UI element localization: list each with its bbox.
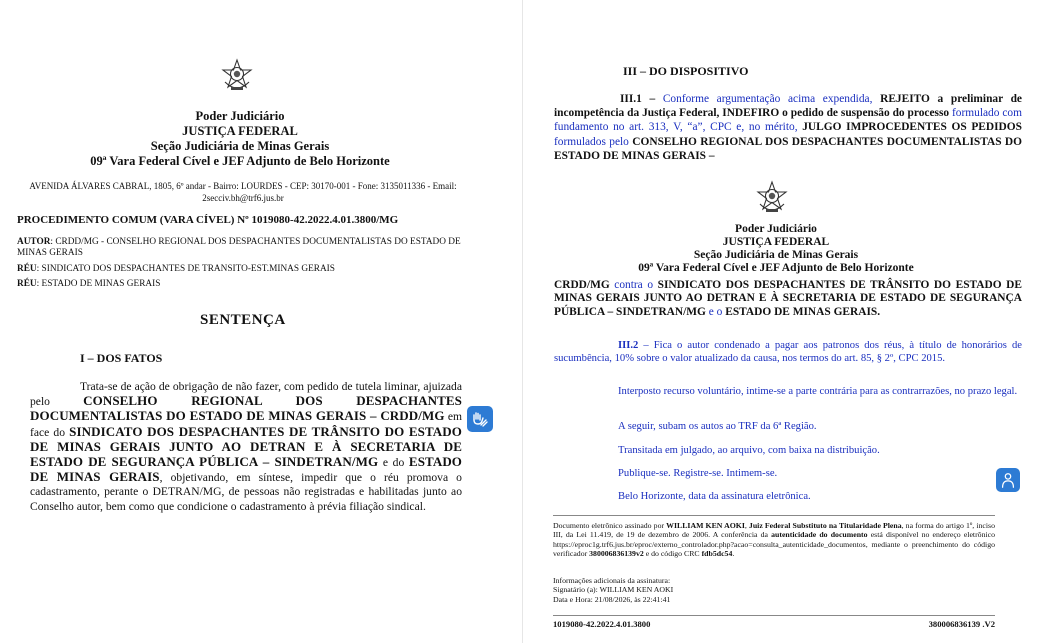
- accessibility-button[interactable]: [996, 468, 1020, 492]
- reu-label: RÉU: [17, 279, 37, 289]
- reu-text: : SINDICATO DOS DESPACHANTES DE TRANSITO-EST.MINAS GERAIS: [36, 264, 335, 274]
- cont-crdd: CRDD/MG: [554, 279, 610, 291]
- reu-text: : ESTADO DE MINAS GERAIS: [36, 279, 161, 289]
- sig-text-e: e do código CRC: [645, 548, 700, 558]
- iii1-text-e: formulados pelo: [554, 135, 629, 148]
- transitada-line: Transitada em julgado, ao arquivo, com baixa na distribuição.: [618, 445, 880, 456]
- local-data-line: Belo Horizonte, data da assinatura eletrônica.: [618, 491, 811, 502]
- electronic-signature-note: [553, 515, 995, 558]
- sign-language-icon: [999, 471, 1017, 489]
- party-reu-1: [17, 264, 462, 275]
- reu-label: RÉU: [17, 264, 37, 274]
- header-line-secao: Seção Judiciária de Minas Gerais: [693, 249, 859, 261]
- page-divider: [522, 0, 523, 643]
- sig-judge-name: WILLIAM KEN AOKI: [666, 521, 745, 530]
- document-title: SENTENÇA: [200, 312, 286, 328]
- recurso-text: Interposto recurso voluntário, intime-se a parte contrária para as contrarrazões, no prazo legal.: [618, 386, 1018, 397]
- info-signer: Signatário (a): WILLIAM KEN AOKI: [553, 585, 674, 595]
- court-header: [606, 223, 946, 275]
- header-line-vara: 09ª Vara Federal Cível e JEF Adjunto de Belo Horizonte: [90, 154, 390, 168]
- header-line-secao: Seção Judiciária de Minas Gerais: [150, 139, 330, 153]
- cont-e-o: e o: [708, 305, 723, 318]
- cont-sindicato: SINDICATO DOS DESPACHANTES DE TRÂNSITO DO ESTADO DE MINAS GERAIS JUNTO AO DETRAN E À SECRETARIA DE ESTADO DE SEGURANÇA PÚBLICA – SINDETRAN/MG: [554, 279, 1022, 318]
- sig-verifier-code: 380006836139v2: [589, 548, 644, 558]
- footer-doc-code: 380006836139 .V2: [928, 619, 995, 629]
- sig-authenticity: autenticidade do documento: [771, 530, 868, 540]
- page-footer: [553, 615, 995, 629]
- footer-process-number: 1019080-42.2022.4.01.3800: [553, 619, 651, 629]
- facts-reu-name: SINDICATO DOS DESPACHANTES DE TRÂNSITO DO ESTADO DE MINAS GERAIS JUNTO AO DETRAN E À SECRETARIA DE ESTADO DE SEGURANÇA PÚBLICA – SINDETRAN/MG: [30, 423, 462, 470]
- sig-judge-role: Juiz Federal Substituto na Titularidade Plena: [748, 521, 902, 530]
- address-line: AVENIDA ÁLVARES CABRAL, 1805, 6º andar - Bairro: LOURDES - CEP: 30170-001 - Fone: 3135011336 - Email:: [29, 181, 457, 191]
- sig-text-a: Documento eletrônico assinado por: [553, 521, 665, 530]
- facts-text-3: e do: [382, 456, 405, 470]
- iii2-text: – Fica o autor condenado a pagar aos patronos dos réus, à título de honorários de sucumbência, 10% sobre o valor atualizado da causa, nos termos do art. 85, § 2º, CPC 2015.: [554, 340, 1022, 365]
- signature-info: [553, 576, 995, 604]
- address-email: 2secciv.bh@trf6.jus.br: [202, 193, 284, 203]
- sig-text-f: .: [732, 548, 735, 558]
- sig-text-d: está disponível no endereço eletrônico https://eproc1g.trf6.jus.br/eproc/externo_controlador.php?acao=consulta_autenticidade_documentos, mediante o preenchimento do código verificador: [553, 530, 995, 558]
- party-autor: [17, 237, 462, 259]
- iii2-number: III.2: [618, 340, 639, 351]
- facts-paragraph: [30, 380, 462, 514]
- party-reu-2: [17, 279, 462, 290]
- cont-contra: contra o: [614, 279, 654, 291]
- info-title: Informações adicionais da assinatura:: [553, 576, 671, 585]
- accessibility-button[interactable]: [467, 406, 493, 432]
- section-title-dispositivo: III – DO DISPOSITIVO: [623, 64, 749, 78]
- coat-of-arms-icon: [754, 180, 790, 216]
- recurso-paragraph: [554, 385, 1022, 398]
- header-line-justica: JUSTIÇA FEDERAL: [722, 236, 830, 248]
- facts-text-2: em face do: [30, 410, 462, 439]
- publique-line: Publique-se. Registre-se. Intimem-se.: [618, 468, 778, 479]
- info-date: Data e Hora: 21/08/2026, às 22:41:41: [553, 594, 671, 604]
- dispositivo-continuation: [554, 279, 1022, 319]
- header-line-justica: JUSTIÇA FEDERAL: [182, 124, 298, 138]
- sig-text-c: , na forma do artigo 1º, inciso III, da Lei 11.419, de 19 de dezembro de 2006. A conferência da: [553, 521, 995, 540]
- autor-label: AUTOR: [17, 237, 51, 247]
- header-line-vara: 09ª Vara Federal Cível e JEF Adjunto de Belo Horizonte: [638, 262, 914, 274]
- dispositivo-iii1-paragraph: [554, 92, 1022, 163]
- header-line-poder: Poder Judiciário: [735, 223, 817, 235]
- iii1-number: III.1 –: [620, 93, 656, 105]
- iii1-text-b: REJEITO a preliminar de incompetência da Justiça Federal, INDEFIRO o pedido de suspensão do processo: [554, 93, 1022, 120]
- facts-autor-name: CONSELHO REGIONAL DOS DESPACHANTES DOCUMENTALISTAS DO ESTADO DE MINAS GERAIS – CRDD/MG: [30, 393, 462, 424]
- facts-text-4: , objetivando, em síntese, impedir que o réu promova o cadastramento, perante o DETRAN/MG, de pessoas não registradas e habilitadas junto ao Conselho autor, bem como que condicione o cadastramento à prévia filiação sindical.: [30, 471, 462, 513]
- court-header: [80, 109, 400, 169]
- procedure-number: PROCEDIMENTO COMUM (VARA CÍVEL) Nº 1019080-42.2022.4.01.3800/MG: [17, 214, 399, 226]
- sig-crc-code: fdb5dc54: [701, 548, 733, 558]
- dispositivo-iii2-paragraph: [554, 339, 1022, 366]
- sign-language-icon: [470, 409, 490, 429]
- subam-line: A seguir, subam os autos ao TRF da 6ª Região.: [618, 421, 817, 432]
- iii1-text-a: Conforme argumentação acima expendida,: [662, 93, 873, 105]
- autor-text: : CRDD/MG - CONSELHO REGIONAL DOS DESPACHANTES DOCUMENTALISTAS DO ESTADO DE MINAS GERAIS: [17, 237, 461, 258]
- sig-text-b: ,: [744, 521, 747, 530]
- section-title-fatos: I – DOS FATOS: [80, 351, 163, 365]
- coat-of-arms-icon: [219, 58, 255, 94]
- iii1-text-f: CONSELHO REGIONAL DOS DESPACHANTES DOCUMENTALISTAS DO ESTADO DE MINAS GERAIS –: [554, 135, 1022, 162]
- facts-estado-name: ESTADO DE MINAS GERAIS: [30, 454, 463, 485]
- header-line-poder: Poder Judiciário: [195, 109, 285, 123]
- iii1-text-d: JULGO IMPROCEDENTES OS PEDIDOS: [802, 121, 1022, 134]
- facts-text-1: Trata-se de ação de obrigação de não fazer, com pedido de tutela liminar, ajuizada pelo: [30, 380, 462, 409]
- iii1-text-c: formulado com fundamento no art. 313, V, “a”, CPC e, no mérito,: [554, 107, 1022, 134]
- court-address: [18, 180, 468, 204]
- cont-estado: ESTADO DE MINAS GERAIS.: [725, 305, 881, 318]
